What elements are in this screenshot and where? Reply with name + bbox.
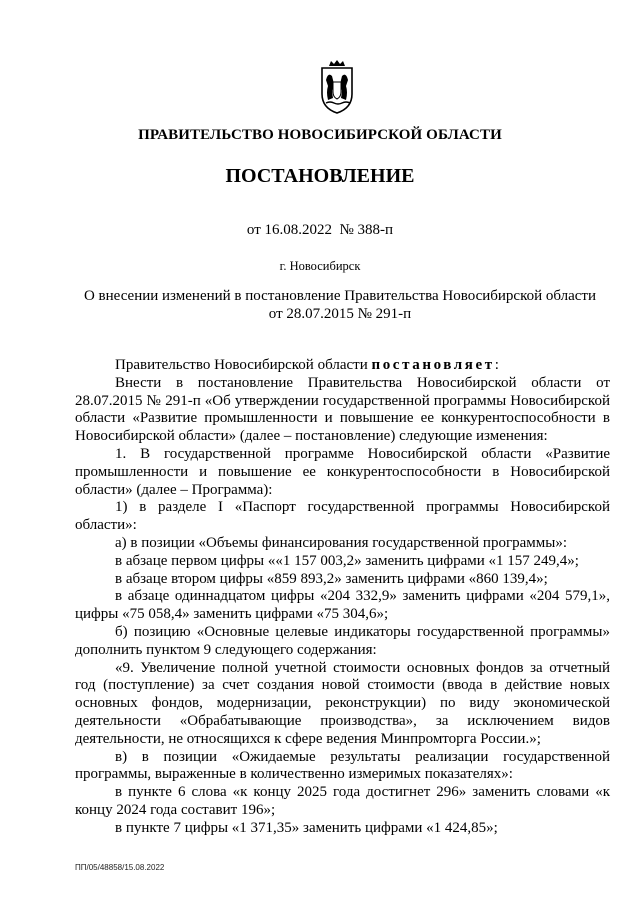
intro-verb: постановляет (371, 357, 495, 373)
subject-line-2: от 28.07.2015 № 291-п (268, 306, 412, 322)
body-paragraph: а) в позиции «Объемы финансирования государственной программы»: (115, 534, 567, 551)
intro-lead: Правительство Новосибирской области (115, 357, 372, 373)
organization-title: ПРАВИТЕЛЬСТВО НОВОСИБИРСКОЙ ОБЛАСТИ (138, 127, 502, 143)
body-paragraph: б) позицию «Основные целевые индикаторы государственной программы» дополнить пунктом 9 следующего содержания: (75, 623, 610, 658)
body-paragraph: «9. Увеличение полной учетной стоимости основных фондов за отчетный год (поступление) за счет создания новой стоимости (ввода в действие новых основных фондов, модернизации, реконструкции) по виду экономической деятельности «Обрабатывающие производства», за исключением видов деятельности, не относящихся к сфере ведения Минпромторга России.»; (75, 659, 610, 747)
body-paragraph: Внести в постановление Правительства Новосибирской области от 28.07.2015 № 291-п «Об утверждении государственной программы Новосибирской области «Развитие промышленности и повышение ее конкурентоспособности в Новосибирской области» (далее – постановление) следующие изменения: (75, 374, 610, 445)
document-type-heading: ПОСТАНОВЛЕНИЕ (225, 165, 415, 187)
body-paragraph: в абзаце первом цифры ««1 157 003,2» заменить цифрами «1 157 249,4»; (115, 552, 579, 569)
intro-tail: : (494, 357, 499, 373)
body-paragraph: в пункте 6 слова «к концу 2025 года достигнет 296» заменить словами «к концу 2024 года составит 196»; (75, 784, 610, 818)
document-date-number: от 16.08.2022 № 388-п (246, 222, 394, 238)
document-footer-code: ПП/05/48858/15.08.2022 (75, 863, 165, 872)
body-paragraph: 1. В государственной программе Новосибирской области «Развитие промышленности и повышение ее конкурентоспособности в Новосибирской области» (далее – Программа): (75, 445, 610, 498)
body-paragraph: в пункте 7 цифры «1 371,35» заменить цифрами «1 424,85»; (115, 819, 498, 836)
document-body (75, 357, 610, 838)
document-city: г. Новосибирск (279, 259, 361, 273)
novosibirsk-coat-of-arms-icon (316, 60, 358, 114)
body-paragraph: 1) в разделе I «Паспорт государственной программы Новосибирской области»: (75, 499, 610, 534)
body-paragraph: в абзаце втором цифры «859 893,2» заменить цифрами «860 139,4»; (115, 570, 548, 587)
body-paragraph: в) в позиции «Ожидаемые результаты реализации государственной программы, выраженные в количественно измеримых показателях»: (75, 748, 610, 783)
body-paragraph: в абзаце одиннадцатом цифры «204 332,9» заменить цифрами «204 579,1», цифры «75 058,4» заменить цифрами «75 304,6»; (75, 588, 610, 623)
document-subject (40, 287, 640, 323)
intro-paragraph (75, 357, 610, 375)
subject-line-1: О внесении изменений в постановление Правительства Новосибирской области (83, 288, 597, 304)
